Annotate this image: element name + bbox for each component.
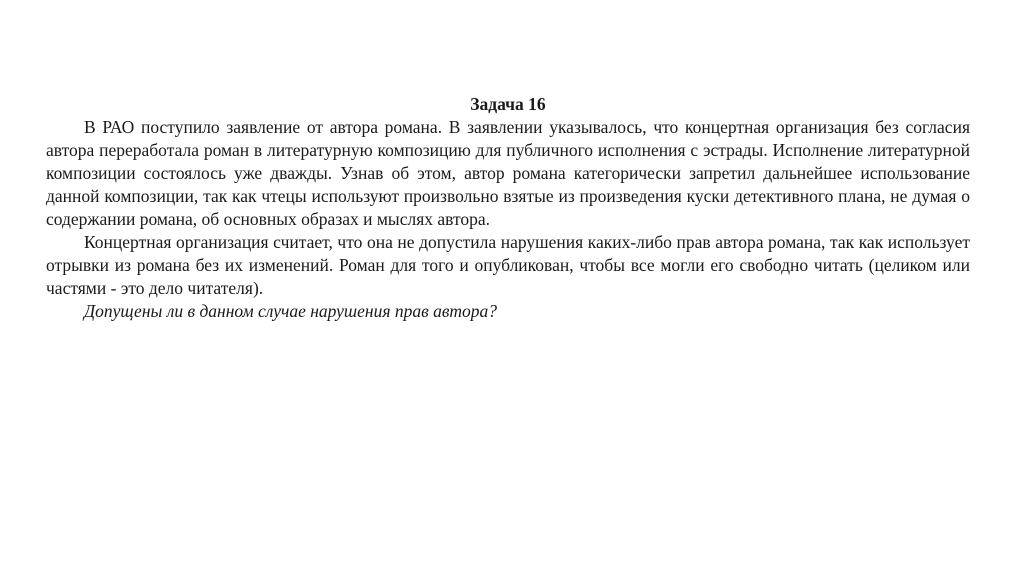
task-text-block — [46, 93, 970, 323]
task-paragraph-1: В РАО поступило заявление от автора романа. В заявлении указывалось, что концертная организация без согласия автора переработала роман в литературную композицию для публичного исполнения с эстрады. Исполнение литературной композиции состоялось уже дважды. Узнав об этом, автор романа категорически запретил дальнейшее использование данной композиции, так как чтецы используют произвольно взятые из произведения куски детективного плана, не думая о содержании романа, об основных образах и мыслях автора. — [46, 117, 970, 229]
task-title: Задача 16 — [470, 94, 546, 114]
task-paragraph-2: Концертная организация считает, что она не допустила нарушения каких-либо прав автора романа, так как использует отрывки из романа без их изменений. Роман для того и опубликован, чтобы все могли его свободно читать (целиком или частями - это дело читателя). — [46, 232, 970, 298]
task-question: Допущены ли в данном случае нарушения прав автора? — [84, 301, 498, 321]
